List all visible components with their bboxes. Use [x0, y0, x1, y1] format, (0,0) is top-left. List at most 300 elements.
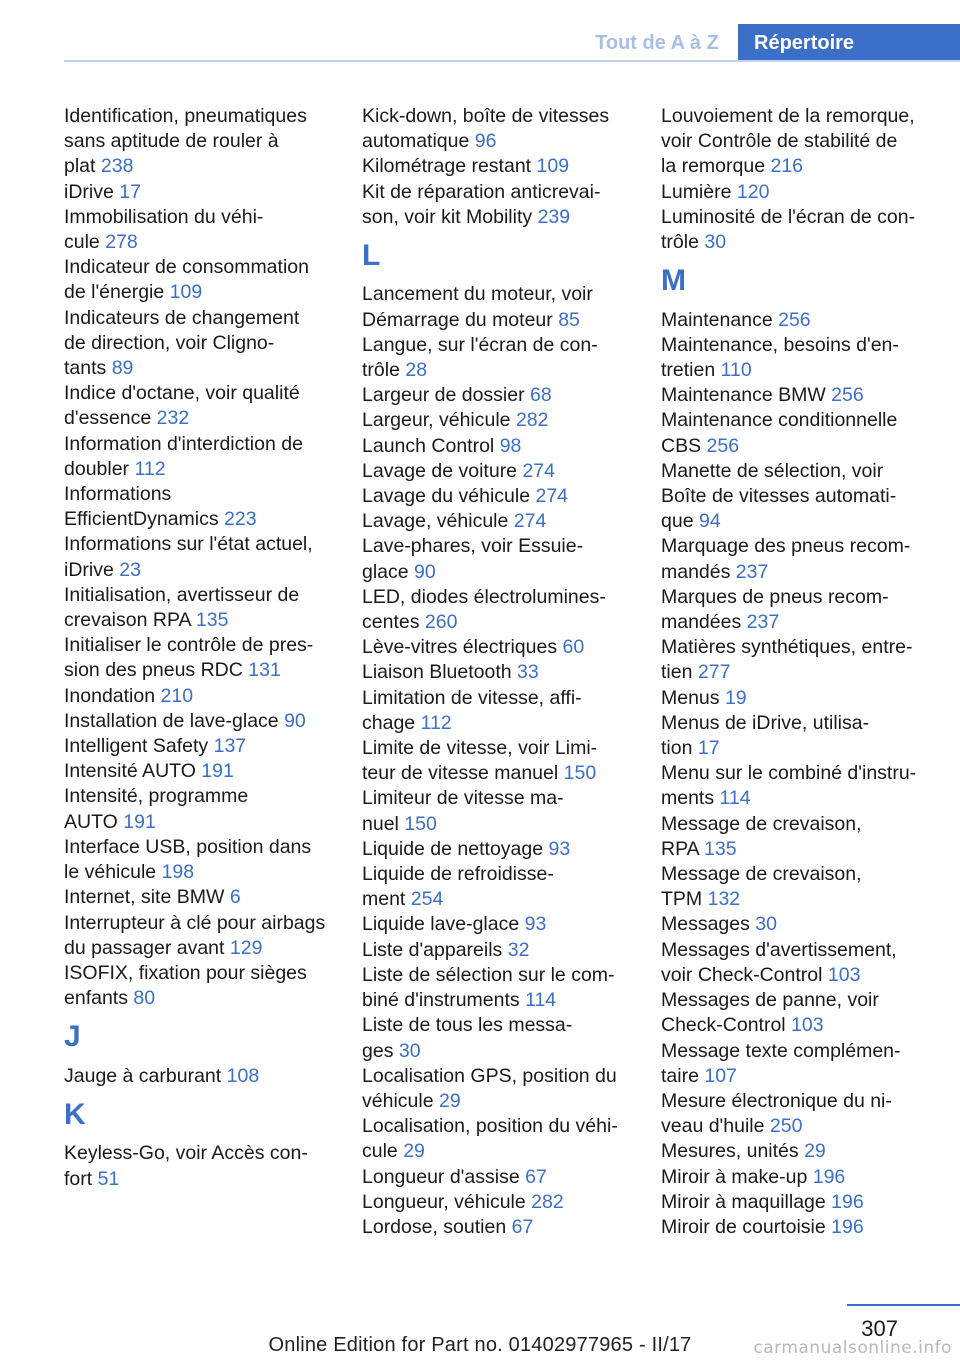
- index-entry[interactable]: [64, 306, 336, 382]
- index-entry[interactable]: [362, 1165, 634, 1190]
- index-entry[interactable]: [362, 408, 634, 433]
- page-reference-link[interactable]: 112: [420, 711, 452, 734]
- page-reference-link[interactable]: 132: [707, 888, 741, 911]
- index-entry[interactable]: [661, 205, 951, 255]
- index-entry-text: [64, 457, 336, 482]
- page-reference-link[interactable]: 191: [201, 760, 234, 783]
- index-entry-text: [362, 408, 634, 433]
- index-entry-text: [362, 205, 634, 230]
- index-entry-term: Mesure électronique du ni-: [661, 1089, 892, 1112]
- index-entry-term: Internet, site BMW: [64, 886, 225, 909]
- index-entry[interactable]: [661, 333, 951, 383]
- page-reference-link[interactable]: 274: [513, 510, 547, 533]
- index-entry[interactable]: [661, 1165, 951, 1190]
- page-reference-link[interactable]: 282: [531, 1190, 564, 1213]
- index-entry-term: Manette de sélection, voir: [661, 459, 884, 482]
- page-reference-link[interactable]: 107: [704, 1064, 737, 1087]
- index-entry-text: [661, 129, 951, 154]
- index-entry-text: [64, 759, 336, 784]
- index-entry-text: [64, 129, 336, 154]
- index-entry-term: voir Contrôle de stabilité de: [661, 130, 898, 153]
- page-reference-link[interactable]: 120: [736, 180, 770, 203]
- page-reference-link[interactable]: 254: [410, 888, 444, 911]
- index-entry-term: son, voir kit Mobility: [362, 205, 533, 228]
- index-entry-text: [64, 104, 336, 129]
- index-entry-term: tants: [64, 357, 107, 380]
- index-entry-text: [362, 1114, 634, 1139]
- page-reference-link[interactable]: 237: [746, 611, 780, 634]
- page-reference-link[interactable]: 274: [522, 459, 555, 482]
- index-entry-text: [64, 961, 336, 986]
- index-entry-term: Largeur de dossier: [362, 384, 525, 407]
- page-reference-link[interactable]: 239: [537, 205, 571, 228]
- index-entry-term: Lancement du moteur, voir: [362, 283, 593, 306]
- index-entry-text: [661, 610, 951, 635]
- page-reference-link[interactable]: 216: [770, 155, 804, 178]
- index-entry-text: [661, 459, 951, 484]
- page-reference-link[interactable]: 260: [424, 611, 458, 634]
- index-entry[interactable]: [64, 205, 336, 255]
- index-entry[interactable]: [362, 635, 634, 660]
- page-reference-link[interactable]: 85: [558, 308, 580, 331]
- index-entry-text: [64, 986, 336, 1011]
- index-entry-term: Kit de réparation anticrevai-: [362, 180, 601, 203]
- index-entry[interactable]: [362, 484, 634, 509]
- index-entry-text: [362, 484, 634, 509]
- index-entry[interactable]: [661, 459, 951, 535]
- index-entry-text: [661, 887, 951, 912]
- index-entry-text: [362, 434, 634, 459]
- index-entry-text: [661, 786, 951, 811]
- page-reference-link[interactable]: 109: [536, 155, 570, 178]
- page-reference-link[interactable]: 196: [812, 1165, 846, 1188]
- watermark: carmanualsonline.info: [753, 1338, 952, 1358]
- index-entry-text: [661, 1114, 951, 1139]
- index-entry-term: Interrupteur à clé pour airbags: [64, 911, 326, 934]
- index-entry[interactable]: [661, 686, 951, 711]
- index-entry-term: Luminosité de l'écran de con-: [661, 205, 916, 228]
- index-entry-term: Lordose, soutien: [362, 1215, 507, 1238]
- index-entry[interactable]: [661, 408, 951, 458]
- index-entry[interactable]: [362, 938, 634, 963]
- index-entry-text: [64, 658, 336, 683]
- page-reference-link[interactable]: 30: [755, 913, 777, 936]
- page-reference-link[interactable]: 110: [720, 359, 752, 382]
- index-entry-text: [661, 205, 951, 230]
- index-entry-term: Inondation: [64, 684, 156, 707]
- page-reference-link[interactable]: 109: [169, 281, 203, 304]
- index-entry[interactable]: [362, 154, 634, 179]
- page-reference-link[interactable]: 150: [404, 812, 437, 835]
- index-entry-term: chage: [362, 711, 416, 734]
- index-entry-term: Kick-down, boîte de vitesses: [362, 105, 610, 127]
- page-reference-link[interactable]: 198: [161, 861, 195, 884]
- index-entry[interactable]: [661, 1139, 951, 1164]
- index-entry-term: Localisation GPS, position du: [362, 1064, 617, 1087]
- page-reference-link[interactable]: 28: [405, 359, 428, 382]
- page-reference-link[interactable]: 114: [719, 787, 751, 810]
- index-entry-text: [362, 963, 634, 988]
- index-entry-term: tien: [661, 661, 693, 684]
- index-entry[interactable]: [64, 911, 336, 961]
- index-entry-term: Miroir de courtoisie: [661, 1215, 826, 1238]
- page-reference-link[interactable]: 278: [105, 231, 138, 254]
- index-entry-term: Indicateur de consommation: [64, 256, 309, 279]
- index-entry[interactable]: [362, 509, 634, 534]
- index-entry[interactable]: [64, 759, 336, 784]
- page-reference-link[interactable]: 232: [156, 407, 190, 430]
- index-entry-term: Liquide de nettoyage: [362, 837, 544, 860]
- index-entry[interactable]: [362, 837, 634, 862]
- index-entry[interactable]: [661, 988, 951, 1038]
- index-entry[interactable]: [362, 1190, 634, 1215]
- index-entry[interactable]: [362, 585, 634, 635]
- page-reference-link[interactable]: 223: [224, 508, 257, 531]
- index-entry-text: [661, 635, 951, 660]
- index-entry-text: [64, 684, 336, 709]
- index-entry-text: [362, 1039, 634, 1064]
- index-entry[interactable]: [362, 862, 634, 912]
- index-entry-term: Information d'interdiction de: [64, 432, 303, 455]
- index-entry-text: [661, 560, 951, 585]
- index-entry[interactable]: [661, 180, 951, 205]
- index-entry-text: [64, 280, 336, 305]
- index-entry-term: Jauge à carburant: [64, 1064, 222, 1087]
- index-entry-term: trôle: [362, 359, 400, 382]
- page-reference-link[interactable]: 196: [831, 1190, 864, 1213]
- index-entry[interactable]: [661, 104, 951, 180]
- page-reference-link[interactable]: 256: [831, 384, 864, 407]
- index-entry-term: de l'énergie: [64, 281, 165, 304]
- index-entry-text: [362, 786, 634, 811]
- page-reference-link[interactable]: 90: [414, 560, 436, 583]
- page-reference-link[interactable]: 68: [530, 384, 552, 407]
- page-reference-link[interactable]: 103: [827, 963, 861, 986]
- index-entry-term: Initialiser le contrôle de pres-: [64, 634, 314, 657]
- index-entry-term: Louvoiement de la remorque,: [661, 105, 915, 127]
- page-reference-link[interactable]: 94: [698, 510, 721, 533]
- index-entry-text: [64, 532, 336, 557]
- index-entry-term: de direction, voir Cligno-: [64, 331, 275, 354]
- index-entry-term: Lève-vitres électriques: [362, 636, 558, 659]
- index-entry-term: véhicule: [362, 1089, 434, 1112]
- index-entry[interactable]: [362, 1114, 634, 1164]
- index-entry-text: [362, 912, 634, 937]
- page-reference-link[interactable]: 135: [704, 837, 737, 860]
- index-entry-text: [661, 912, 951, 937]
- index-entry[interactable]: [362, 333, 634, 383]
- index-entry[interactable]: [362, 912, 634, 937]
- index-entry-term: Limite de vitesse, voir Limi-: [362, 737, 598, 760]
- index-entry[interactable]: [64, 633, 336, 683]
- index-entry[interactable]: [64, 885, 336, 910]
- index-entry-text: [362, 509, 634, 534]
- index-entry[interactable]: [661, 383, 951, 408]
- page-reference-link[interactable]: 103: [791, 1014, 824, 1037]
- index-entry[interactable]: [362, 786, 634, 836]
- index-entry-text: [362, 1215, 634, 1240]
- page-reference-link[interactable]: 6: [229, 886, 241, 909]
- index-entry-text: [64, 205, 336, 230]
- index-entry-term: Messages: [661, 913, 750, 936]
- index-entry-term: doubler: [64, 457, 130, 480]
- index-entry-term: mandées: [661, 611, 742, 634]
- index-entry-term: Identification, pneumatiques: [64, 105, 307, 127]
- index-entry[interactable]: [64, 532, 336, 582]
- index-entry[interactable]: [64, 482, 336, 532]
- index-entry[interactable]: [64, 1064, 336, 1089]
- index-entry-text: [661, 963, 951, 988]
- page-reference-link[interactable]: 129: [229, 936, 263, 959]
- index-entry-text: [64, 306, 336, 331]
- index-entry-term: teur de vitesse manuel: [362, 762, 559, 785]
- index-entry-text: [362, 104, 634, 129]
- index-entry[interactable]: [362, 1013, 634, 1063]
- index-entry[interactable]: [362, 686, 634, 736]
- index-entry-text: [661, 585, 951, 610]
- page-reference-link[interactable]: 238: [100, 155, 134, 178]
- index-entry-term: Intensité AUTO: [64, 760, 196, 783]
- index-entry-text: [362, 534, 634, 559]
- page-number: 307: [861, 1316, 898, 1341]
- index-entry[interactable]: [362, 736, 634, 786]
- index-entry-text: [661, 837, 951, 862]
- index-entry-text: [661, 534, 951, 559]
- index-entry-term: Intelligent Safety: [64, 735, 209, 758]
- index-entry-text: [64, 1064, 336, 1089]
- page-reference-link[interactable]: 29: [438, 1089, 461, 1112]
- page-reference-link[interactable]: 33: [517, 661, 539, 684]
- index-entry[interactable]: [362, 660, 634, 685]
- index-entry-term: Message de crevaison,: [661, 863, 862, 886]
- page-reference-link[interactable]: 80: [133, 987, 156, 1010]
- index-entry-text: [64, 734, 336, 759]
- index-entry[interactable]: [64, 784, 336, 834]
- page-reference-link[interactable]: 89: [111, 357, 134, 380]
- page-reference-link[interactable]: 29: [403, 1140, 425, 1163]
- page-reference-link[interactable]: 250: [769, 1115, 803, 1138]
- index-entry-term: Menus: [661, 686, 720, 709]
- page-reference-link[interactable]: 112: [134, 457, 166, 480]
- index-entry-text: [362, 560, 634, 585]
- index-entry-text: [362, 736, 634, 761]
- index-entry-term: Kilométrage restant: [362, 155, 532, 178]
- index-entry-text: [362, 1089, 634, 1114]
- index-entry-term: Intensité, programme: [64, 785, 249, 808]
- index-entry[interactable]: [362, 1064, 634, 1114]
- page-reference-link[interactable]: 108: [226, 1064, 260, 1087]
- index-entry-term: Matières synthétiques, entre-: [661, 636, 913, 659]
- index-entry-text: [64, 230, 336, 255]
- index-entry-text: [661, 761, 951, 786]
- page-reference-link[interactable]: 17: [119, 180, 141, 203]
- page-reference-link[interactable]: 93: [524, 913, 547, 936]
- index-entry[interactable]: [661, 711, 951, 761]
- index-entry[interactable]: [661, 862, 951, 912]
- index-entry-text: [362, 129, 634, 154]
- index-entry[interactable]: [661, 1089, 951, 1139]
- index-entry-text: [64, 482, 336, 507]
- page-reference-link[interactable]: 256: [706, 434, 740, 457]
- tab-repertoire[interactable]: Répertoire: [738, 24, 960, 62]
- index-entry-term: AUTO: [64, 810, 118, 833]
- index-entry[interactable]: [64, 180, 336, 205]
- index-entry[interactable]: [362, 1215, 634, 1240]
- index-entry-term: Menus de iDrive, utilisa-: [661, 711, 870, 734]
- page-reference-link[interactable]: 67: [511, 1215, 534, 1238]
- edition-footer: Online Edition for Part no. 01402977965 - II/17: [268, 1334, 692, 1356]
- index-entry-text: [661, 1013, 951, 1038]
- page-reference-link[interactable]: 30: [398, 1039, 421, 1062]
- page-reference-link[interactable]: 274: [535, 485, 569, 508]
- index-entry-term: veau d'huile: [661, 1115, 765, 1138]
- index-entry-text: [362, 585, 634, 610]
- page-reference-link[interactable]: 277: [697, 661, 731, 684]
- index-entry[interactable]: [362, 459, 634, 484]
- index-entry[interactable]: [362, 963, 634, 1013]
- index-entry[interactable]: [362, 534, 634, 584]
- index-entry[interactable]: [362, 104, 634, 154]
- tab-tout-de-a-a-z[interactable]: Tout de A à Z: [595, 32, 719, 54]
- index-entry-text: [64, 154, 336, 179]
- index-entry-text: [362, 837, 634, 862]
- index-entry-term: EfficientDynamics: [64, 508, 219, 531]
- index-entry-text: [661, 509, 951, 534]
- index-entry[interactable]: [64, 734, 336, 759]
- page-reference-link[interactable]: 98: [499, 434, 522, 457]
- index-entry[interactable]: [661, 812, 951, 862]
- page-reference-link[interactable]: 210: [160, 684, 194, 707]
- page-reference-link[interactable]: 90: [284, 709, 306, 732]
- page-reference-link[interactable]: 23: [119, 558, 141, 581]
- page-reference-link[interactable]: 131: [248, 659, 281, 682]
- index-entry-term: que: [661, 510, 694, 533]
- page-reference-link[interactable]: 19: [724, 686, 747, 709]
- page-reference-link[interactable]: 191: [123, 810, 156, 833]
- index-entry[interactable]: [362, 180, 634, 230]
- index-entry-text: [362, 459, 634, 484]
- index-entry-term: Messages d'avertissement,: [661, 938, 897, 961]
- index-entry-text: [64, 835, 336, 860]
- index-entry-term: cule: [362, 1140, 398, 1163]
- page-reference-link[interactable]: 135: [195, 609, 229, 632]
- index-entry-term: ges: [362, 1039, 394, 1062]
- index-entry-term: Interface USB, position dans: [64, 835, 312, 858]
- index-entry[interactable]: [64, 583, 336, 633]
- index-entry-text: [661, 358, 951, 383]
- index-entry[interactable]: [661, 912, 951, 937]
- index-entry[interactable]: [64, 709, 336, 734]
- index-column-2: [362, 104, 634, 1240]
- index-entry-text: [661, 1139, 951, 1164]
- index-entry[interactable]: [64, 961, 336, 1011]
- index-entry-text: [362, 1013, 634, 1038]
- index-entry[interactable]: [661, 761, 951, 811]
- index-entry-text: [64, 356, 336, 381]
- page-reference-link[interactable]: 29: [804, 1140, 826, 1163]
- page-reference-link[interactable]: 60: [562, 636, 585, 659]
- index-entry[interactable]: [362, 434, 634, 459]
- index-entry-text: [362, 660, 634, 685]
- page-reference-link[interactable]: 196: [831, 1215, 864, 1238]
- page-reference-link[interactable]: 51: [97, 1167, 120, 1190]
- index-entry[interactable]: [362, 282, 634, 332]
- index-entry-text: [64, 558, 336, 583]
- page-reference-link[interactable]: 17: [697, 737, 720, 760]
- page-reference-link[interactable]: 93: [548, 837, 571, 860]
- index-entry-term: Informations: [64, 483, 172, 506]
- index-entry-text: [362, 812, 634, 837]
- page-reference-link[interactable]: 96: [474, 130, 497, 153]
- index-entry[interactable]: [661, 534, 951, 584]
- index-entry-text: [64, 406, 336, 431]
- index-entry-term: trôle: [661, 231, 699, 254]
- index-entry-text: [362, 383, 634, 408]
- index-entry-term: Mesures, unités: [661, 1140, 799, 1163]
- index-entry-text: [661, 308, 951, 333]
- index-entry-text: [661, 686, 951, 711]
- index-entry-term: ments: [661, 787, 715, 810]
- index-entry-text: [64, 583, 336, 608]
- page-reference-link[interactable]: 30: [704, 231, 727, 254]
- index-entry[interactable]: [661, 1039, 951, 1089]
- page-reference-link[interactable]: 282: [515, 409, 549, 432]
- index-entry-term: enfants: [64, 987, 128, 1010]
- index-entry[interactable]: [661, 308, 951, 333]
- index-entry-term: Marques de pneus recom-: [661, 585, 889, 608]
- index-entry-term: sion des pneus RDC: [64, 659, 243, 682]
- index-entry[interactable]: [661, 635, 951, 685]
- index-entry[interactable]: [64, 684, 336, 709]
- index-entry-text: [661, 408, 951, 433]
- index-entry[interactable]: [64, 1141, 336, 1191]
- index-entry[interactable]: [64, 432, 336, 482]
- index-entry-text: [64, 180, 336, 205]
- index-entry[interactable]: [661, 585, 951, 635]
- index-entry-text: [362, 761, 634, 786]
- page-reference-link[interactable]: 256: [778, 308, 811, 331]
- page-reference-link[interactable]: 150: [563, 762, 597, 785]
- index-entry[interactable]: [64, 255, 336, 305]
- index-entry[interactable]: [64, 104, 336, 180]
- index-entry-text: [64, 936, 336, 961]
- index-entry[interactable]: [661, 938, 951, 988]
- index-entry[interactable]: [661, 1190, 951, 1215]
- index-entry-term: Keyless-Go, voir Accès con-: [64, 1142, 308, 1165]
- index-entry-text: [661, 230, 951, 255]
- index-entry-text: [64, 432, 336, 457]
- page-reference-link[interactable]: 237: [735, 560, 769, 583]
- index-entry[interactable]: [64, 381, 336, 431]
- page-reference-link[interactable]: 137: [213, 735, 247, 758]
- index-entry[interactable]: [64, 835, 336, 885]
- index-entry-term: la remorque: [661, 155, 766, 178]
- page-reference-link[interactable]: 67: [525, 1165, 547, 1188]
- index-entry-term: mandés: [661, 560, 731, 583]
- index-entry[interactable]: [362, 383, 634, 408]
- index-entry-term: Messages de panne, voir: [661, 989, 879, 1012]
- index-entry-text: [362, 635, 634, 660]
- index-entry-text: [64, 255, 336, 280]
- page-reference-link[interactable]: 32: [507, 938, 530, 961]
- index-entry-term: crevaison RPA: [64, 609, 191, 632]
- page-reference-link[interactable]: 114: [525, 989, 557, 1012]
- index-entry-text: [362, 180, 634, 205]
- index-entry-term: Liste d'appareils: [362, 938, 503, 961]
- index-entry-text: [362, 610, 634, 635]
- index-entry[interactable]: [661, 1215, 951, 1240]
- index-entry-term: Indicateurs de changement: [64, 306, 300, 329]
